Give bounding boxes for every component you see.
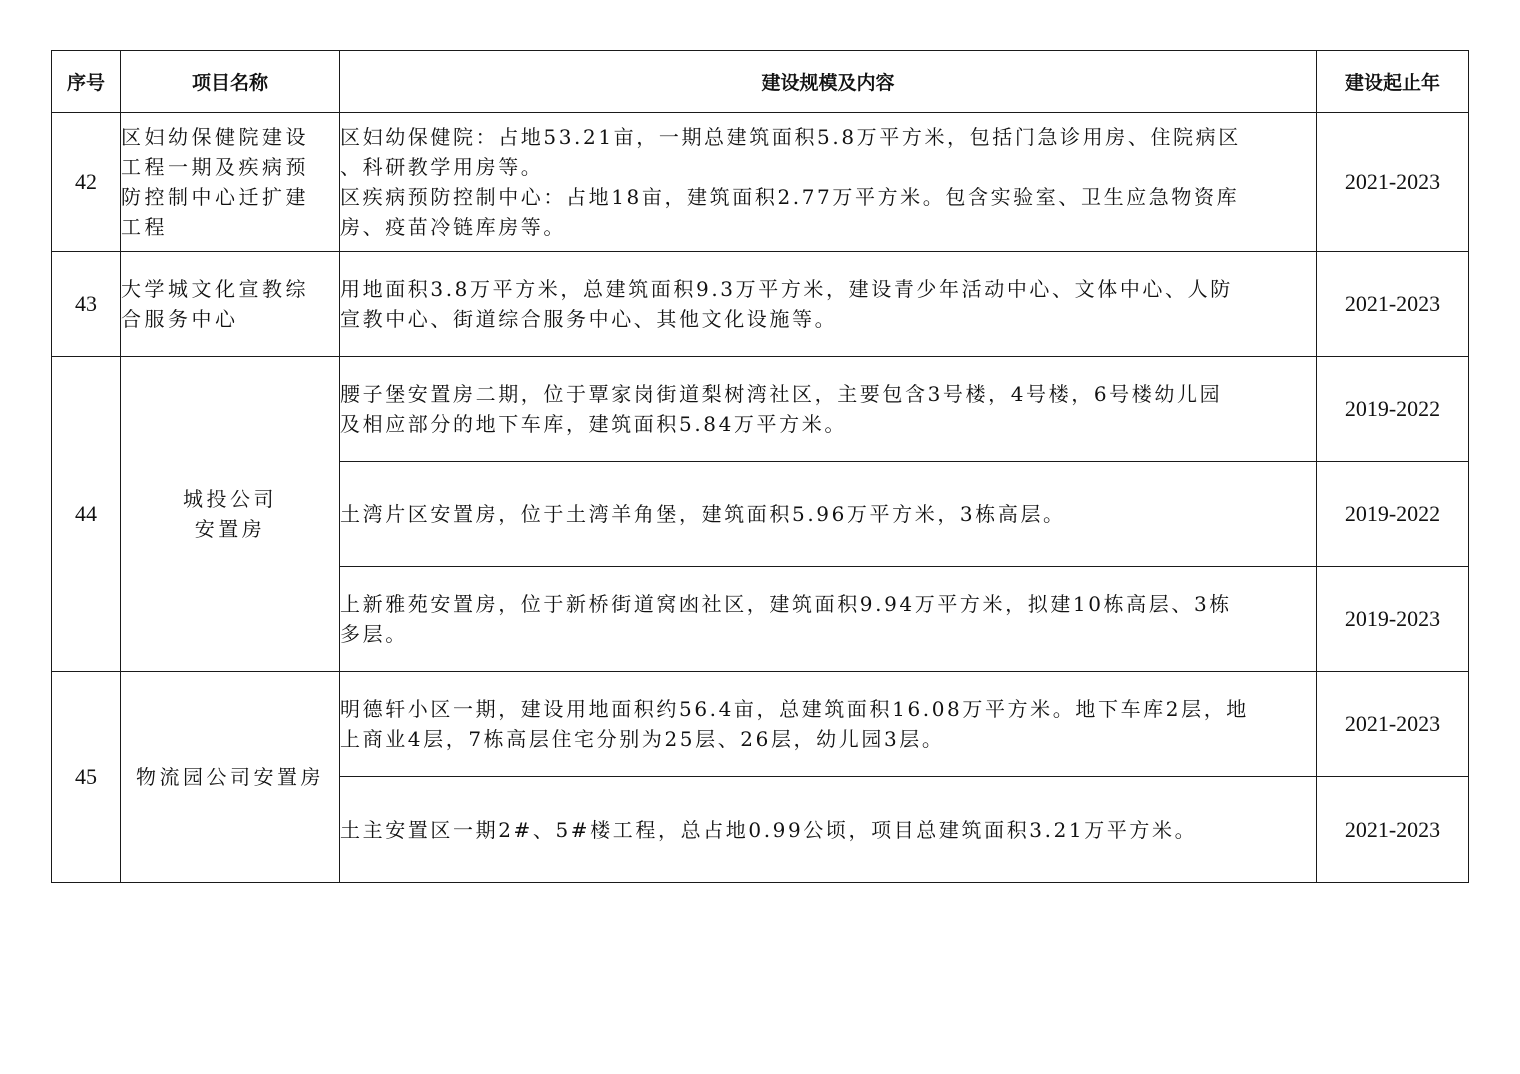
project-years: 2019-2022 [1317, 357, 1469, 462]
project-name-line: 安置房 [194, 517, 266, 541]
project-content [340, 357, 1317, 462]
project-name-line: 城投公司 [183, 487, 277, 511]
header-years: 建设起止年 [1317, 51, 1469, 113]
project-content [340, 113, 1317, 252]
project-years: 2021-2023 [1317, 113, 1469, 252]
project-name-line: 工程 [121, 215, 168, 239]
header-name: 项目名称 [121, 51, 340, 113]
content-line: 、科研教学用房等。 [340, 155, 544, 179]
project-years: 2021-2023 [1317, 252, 1469, 357]
project-name-line: 合服务中心 [121, 307, 239, 331]
project-name [121, 357, 340, 672]
table-row [52, 357, 1469, 462]
project-name-line: 大学城文化宣教综 [121, 277, 309, 301]
project-name-line: 物流园公司安置房 [136, 765, 324, 789]
content-line: 房、疫苗冷链库房等。 [340, 215, 566, 239]
project-content [340, 777, 1317, 883]
content-line: 用地面积3.8万平方米，总建筑面积9.3万平方米，建设青少年活动中心、文体中心、人防 [340, 277, 1233, 301]
table-row [52, 113, 1469, 252]
project-years: 2021-2023 [1317, 672, 1469, 777]
project-name [121, 113, 340, 252]
project-content [340, 567, 1317, 672]
row-number: 42 [52, 113, 121, 252]
content-line: 土湾片区安置房，位于土湾羊角堡，建筑面积5.96万平方米，3栋高层。 [340, 502, 1066, 526]
content-line: 上商业4层，7栋高层住宅分别为25层、26层，幼儿园3层。 [340, 727, 945, 751]
project-name-line: 区妇幼保健院建设 [121, 125, 309, 149]
project-name [121, 252, 340, 357]
content-line: 上新雅苑安置房，位于新桥街道窝凼社区，建筑面积9.94万平方米，拟建10栋高层、3栋 [340, 592, 1232, 616]
project-content [340, 252, 1317, 357]
content-line: 多层。 [340, 622, 408, 646]
row-number: 45 [52, 672, 121, 883]
project-content [340, 462, 1317, 567]
header-row [52, 51, 1469, 113]
project-years: 2019-2023 [1317, 567, 1469, 672]
row-number: 44 [52, 357, 121, 672]
project-years: 2021-2023 [1317, 777, 1469, 883]
project-years: 2019-2022 [1317, 462, 1469, 567]
project-name [121, 672, 340, 883]
project-table [51, 50, 1469, 883]
table-row [52, 252, 1469, 357]
content-line: 区疾病预防控制中心：占地18亩，建筑面积2.77万平方米。包含实验室、卫生应急物资库 [340, 185, 1240, 209]
content-line: 腰子堡安置房二期，位于覃家岗街道梨树湾社区，主要包含3号楼，4号楼，6号楼幼儿园 [340, 382, 1223, 406]
header-no: 序号 [52, 51, 121, 113]
content-line: 及相应部分的地下车库，建筑面积5.84万平方米。 [340, 412, 847, 436]
project-name-line: 工程一期及疾病预 [121, 155, 309, 179]
content-line: 明德轩小区一期，建设用地面积约56.4亩，总建筑面积16.08万平方米。地下车库2层，地 [340, 697, 1249, 721]
table-body [52, 113, 1469, 883]
content-line: 宣教中心、街道综合服务中心、其他文化设施等。 [340, 307, 838, 331]
content-line: 区妇幼保健院：占地53.21亩，一期总建筑面积5.8万平方米，包括门急诊用房、住院病区 [340, 125, 1241, 149]
content-line: 土主安置区一期2#、5#楼工程，总占地0.99公顷，项目总建筑面积3.21万平方米。 [340, 817, 1198, 842]
row-number: 43 [52, 252, 121, 357]
table-row [52, 672, 1469, 777]
project-name-line: 防控制中心迁扩建 [121, 185, 309, 209]
header-content: 建设规模及内容 [340, 51, 1317, 113]
project-content [340, 672, 1317, 777]
table-header [52, 51, 1469, 113]
